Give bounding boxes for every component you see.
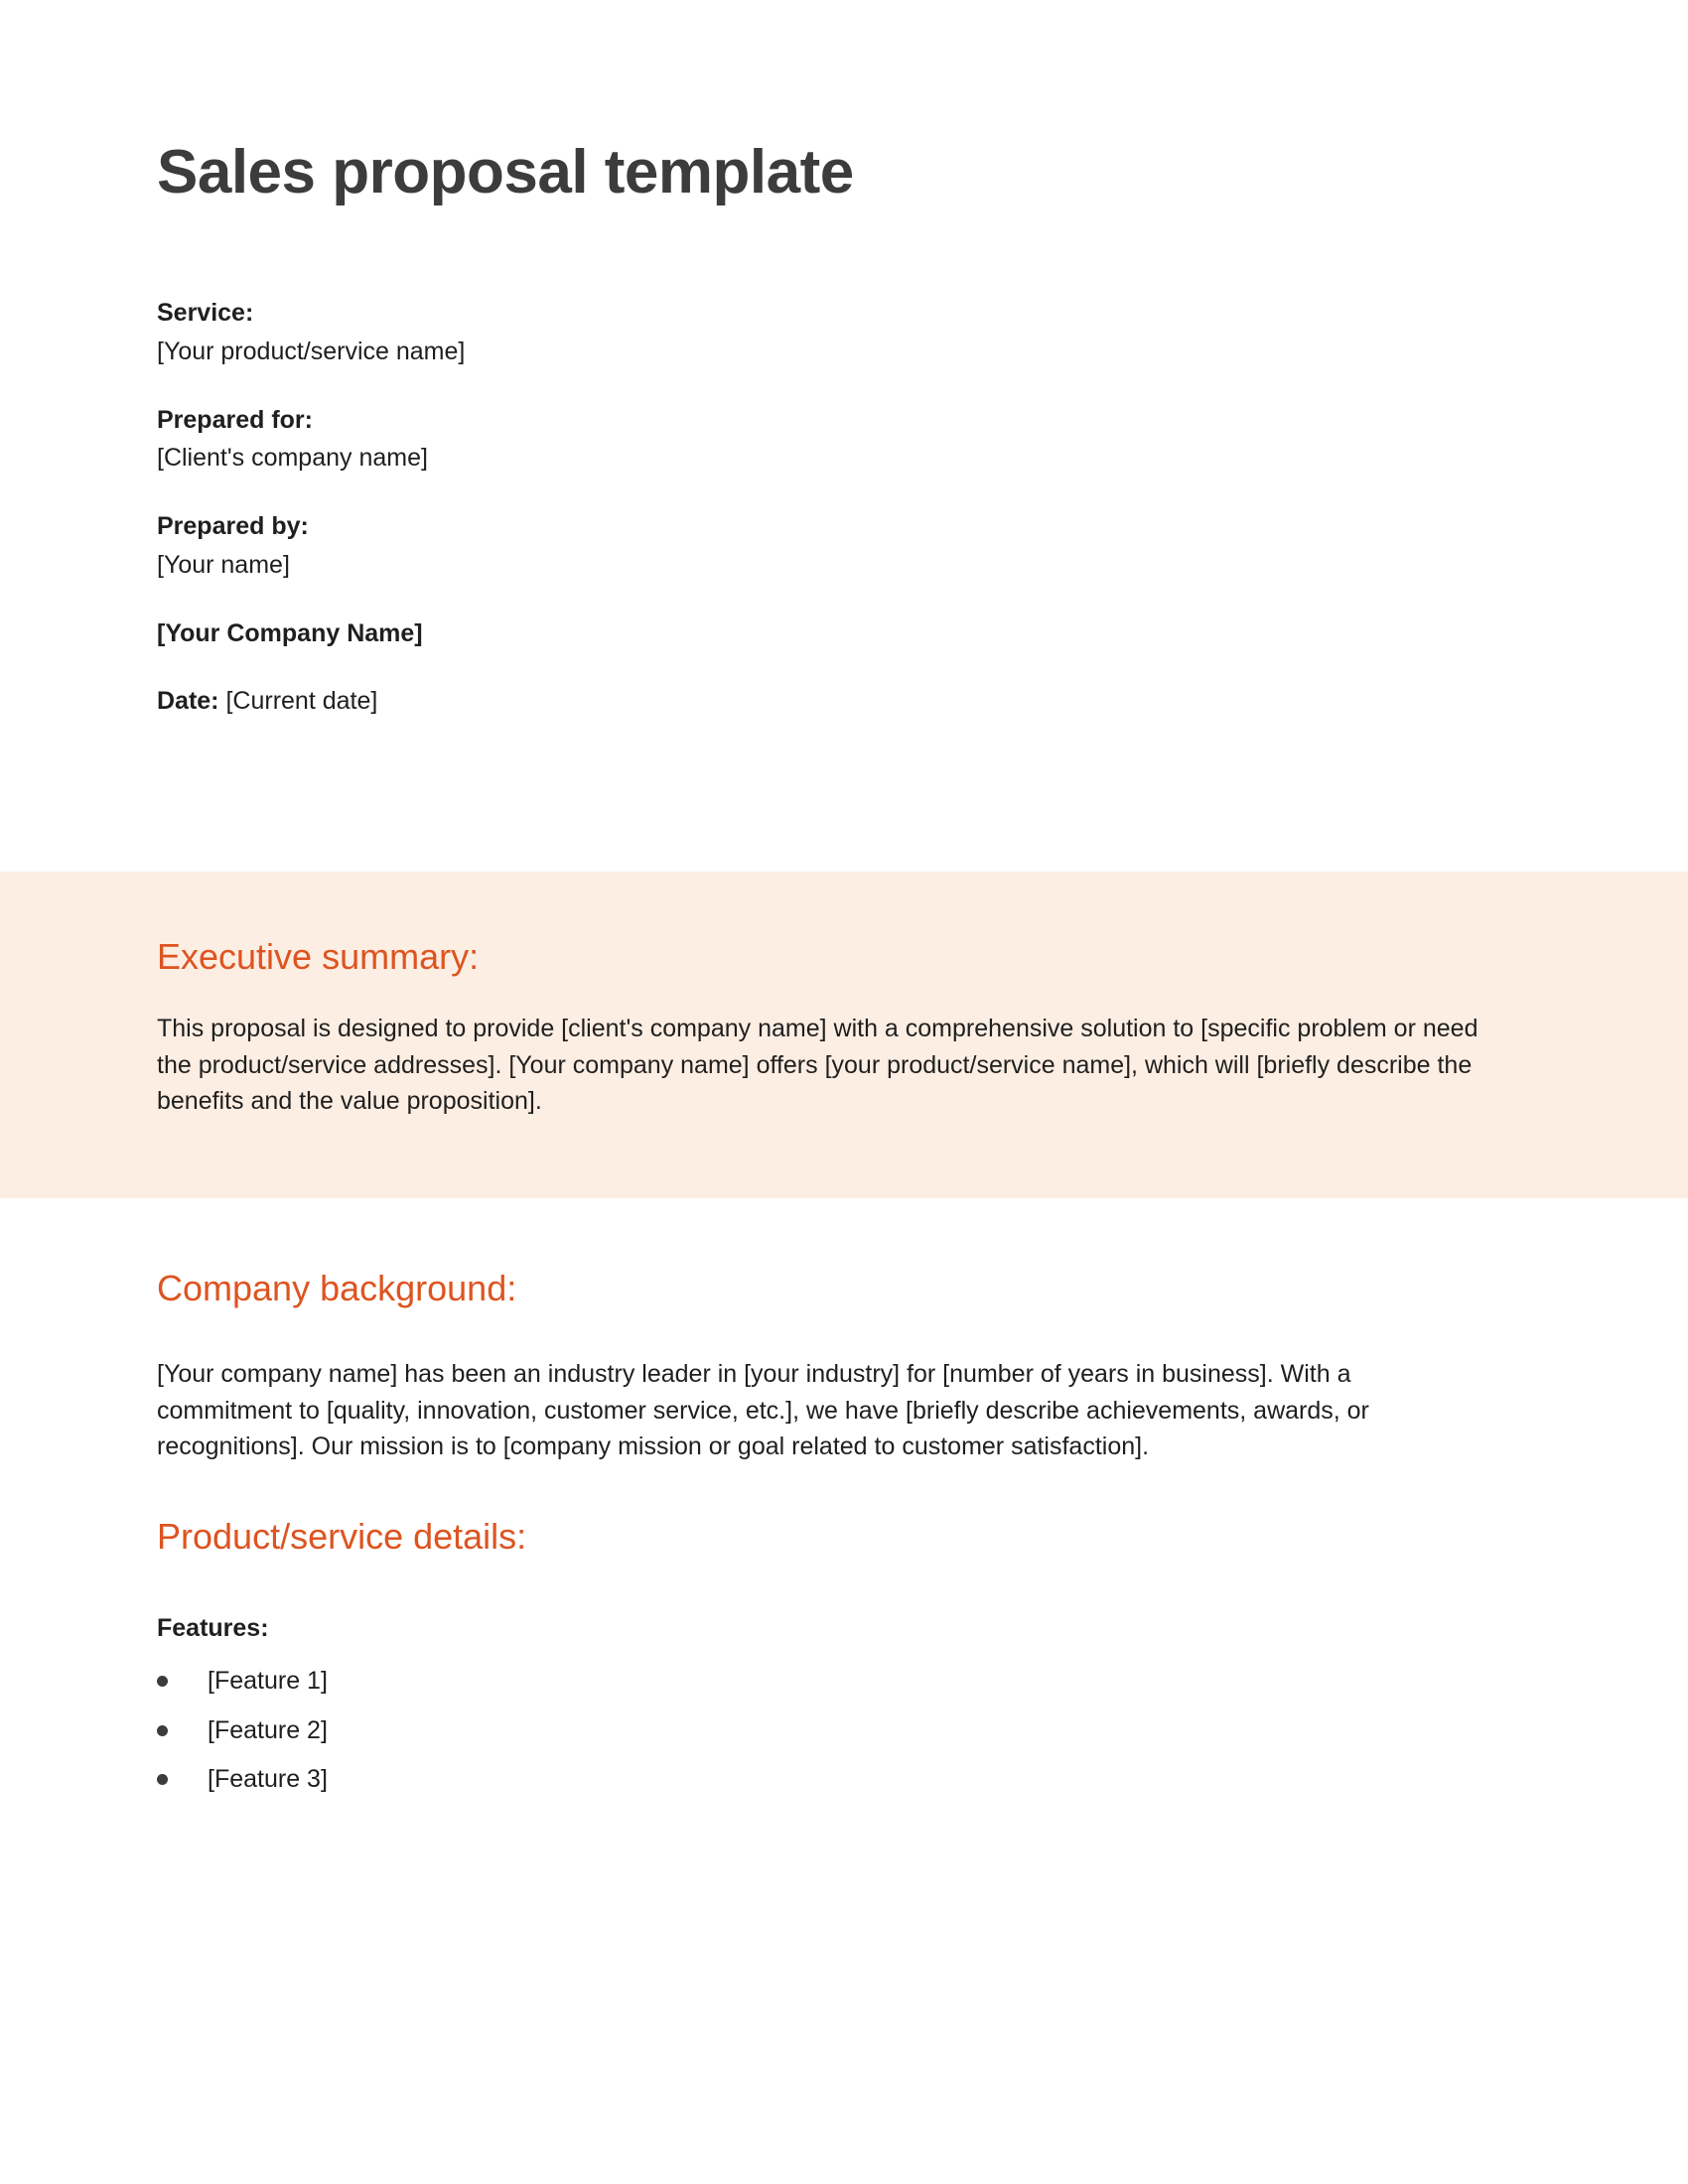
company-background-body: [Your company name] has been an industry leader in [your industry] for [number of years in business]. With a commitment to [quality, innovation, customer service, etc.], we have [briefly describe achievements, awards, or recognitions]. Our mission is to [company mission or goal related to customer satisfaction].: [157, 1359, 1369, 1461]
prepared-by-label: Prepared by:: [157, 512, 309, 541]
feature-text: [Feature 1]: [208, 1667, 328, 1696]
service-label: Service:: [157, 299, 254, 328]
list-item: [157, 1663, 1628, 1699]
prepared-for-value: [Client's company name]: [157, 444, 428, 473]
meta-date-line: [157, 682, 1628, 721]
page-title: Sales proposal template: [157, 138, 854, 206]
feature-text: [Feature 3]: [208, 1764, 328, 1793]
prepared-for-label: Prepared for:: [157, 405, 313, 434]
date-label: Date:: [157, 687, 219, 716]
product-service-details-section: [0, 1514, 1688, 1810]
prepared-by-value: [Your name]: [157, 550, 290, 579]
features-list: [157, 1663, 1628, 1797]
bullet-icon: [157, 1676, 168, 1687]
meta-prepared-by: [157, 507, 1628, 585]
meta-prepared-for: [157, 401, 1628, 478]
company-name-line: [Your Company Name]: [157, 618, 423, 647]
executive-summary-body: This proposal is designed to provide [client's company name] with a comprehensive solution to [specific problem or need the product/service addresses]. [Your company name] offers [your product/service name], which will [briefly describe the benefits and the value proposition].: [157, 1014, 1478, 1116]
list-item: [157, 1761, 1628, 1797]
date-value: [Current date]: [225, 687, 378, 716]
company-background-section: [0, 1266, 1688, 1465]
company-background-heading: Company background:: [157, 1268, 517, 1308]
feature-text: [Feature 2]: [208, 1715, 328, 1744]
bullet-icon: [157, 1774, 168, 1785]
executive-summary-heading: Executive summary:: [157, 936, 480, 977]
proposal-meta-block: [0, 294, 1688, 721]
product-service-details-heading: Product/service details:: [157, 1516, 527, 1557]
list-item: [157, 1712, 1628, 1748]
meta-service: [157, 294, 1628, 371]
service-value: [Your product/service name]: [157, 337, 466, 365]
bullet-icon: [157, 1725, 168, 1736]
executive-summary-band: [0, 872, 1688, 1198]
features-label: Features:: [157, 1613, 269, 1642]
